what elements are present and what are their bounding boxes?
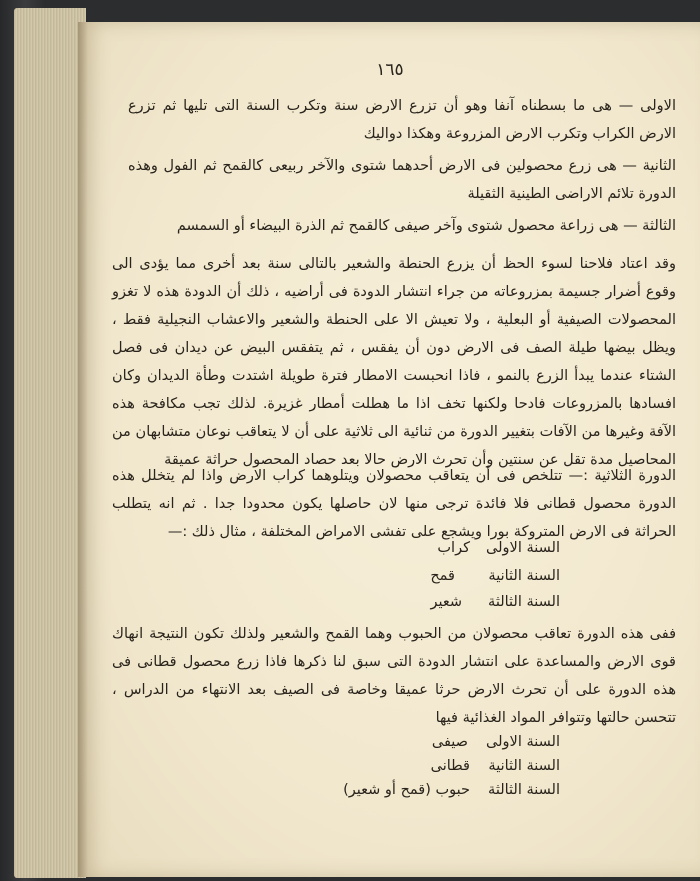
- rotation-1-crop-3: شعير: [430, 594, 462, 610]
- paragraph-second-rotation: الثانية — هى زرع محصولين فى الارض أحدهما شتوى والآخر ربيعى كالقمح ثم الفول وهذه الدورة تلائم الاراضى الطينية الثقيلة: [128, 158, 676, 202]
- rotation-1-year-1: السنة الاولى: [486, 540, 560, 556]
- page-edges: [14, 8, 86, 878]
- paragraph-worm-damage: وقد اعتاد فلاحنا لسوء الحظ أن يزرع الحنطة والشعير بالتالى سنة بعد أخرى مما يؤدى الى وقوع أضرار جسيمة بمزروعاته من جراء انتشار الدودة فى أراضيه ، ذلك أن الدودة هذه لا تغزو المحصولات الصيفية أو البعلية ، ولا تعيش الا على الحنطة والشعير والاعشاب النجيلية فقط ، ويظل بيضها طيلة الصف فى الارض دون أن يفقس ، ثم يتفقس البيض عن ديدان فى فصل الشتاء عندما يبدأ الزرع بالنمو ، فاذا انحبست الامطار فترة طويلة اشتدت وطأة الديدان وكان افسادها بالمزروعات فادحا ولكنها تخف اذا ما هطلت أمطار غزيرة. لذلك تجب مكافحة هذه الآفة وغيرها من الآفات بتغيير الدورة من ثنائية الى ثلاثية على أن لا يتعاقب نوعان متشابهان من المحاصيل مدة تقل عن سنتين وأن تحرث الارض حالا بعد حصاد المحصول حراثة عميقة: [112, 256, 676, 468]
- page-gutter-shadow: [78, 22, 88, 877]
- rotation-1-year-3: السنة الثالثة: [488, 594, 560, 610]
- page-number: ١٦٥: [376, 60, 404, 80]
- rotation-2-crop-1: صيفى: [431, 734, 468, 750]
- rotation-2-year-1: السنة الاولى: [486, 734, 560, 750]
- rotation-2-year-3: السنة الثالثة: [488, 782, 560, 798]
- paragraph-first-rotation: الاولى — هى ما بسطناه آنفا وهو أن تزرع الارض سنة وتكرب السنة التى تليها ثم تزرع الارض الكراب وتكرب الارض المزروعة وهكذا دواليك: [128, 98, 676, 142]
- rotation-2-crop-3: حبوب (قمح أو شعير): [343, 782, 470, 798]
- rotation-1-crop-2: قمح: [430, 568, 455, 584]
- rotation-1-year-2: السنة الثانية: [488, 568, 560, 584]
- rotation-1-crop-1: كراب: [437, 540, 470, 556]
- paragraph-three-year-rotation: الدورة الثلاثية :— تتلخص فى أن يتعاقب محصولان ويتلوهما كراب الارض واذا لم يتخلل هذه الدورة محصول قطانى فلا فائدة ترجى منها لان حاصلها يكون محدودا جدا . ثم انه يتطلب الحراثة فى الارض المتروكة بورا ويشجع على تفشى الامراض المختلفة ، مثال ذلك :—: [112, 468, 676, 540]
- rotation-2-year-2: السنة الثانية: [488, 758, 560, 774]
- rotation-2-crop-2: قطانى: [430, 758, 470, 774]
- paragraph-legume-rotation: ففى هذه الدورة تعاقب محصولان من الحبوب وهما القمح والشعير ولذلك تكون النتيجة انهاك قوى الارض والمساعدة على انتشار الدودة التى سبق لنا ذكرها فاذا زرع محصول قطانى فى هذه الدورة على أن تحرث الارض حرثا عميقا وخاصة فى الصيف بعد الانتهاء من الدراس ، تتحسن حالتها وتتوافر المواد الغذائية فيها: [112, 626, 676, 726]
- paragraph-third-rotation: الثالثة — هى زراعة محصول شتوى وآخر صيفى كالقمح ثم الذرة البيضاء أو السمسم: [176, 218, 676, 234]
